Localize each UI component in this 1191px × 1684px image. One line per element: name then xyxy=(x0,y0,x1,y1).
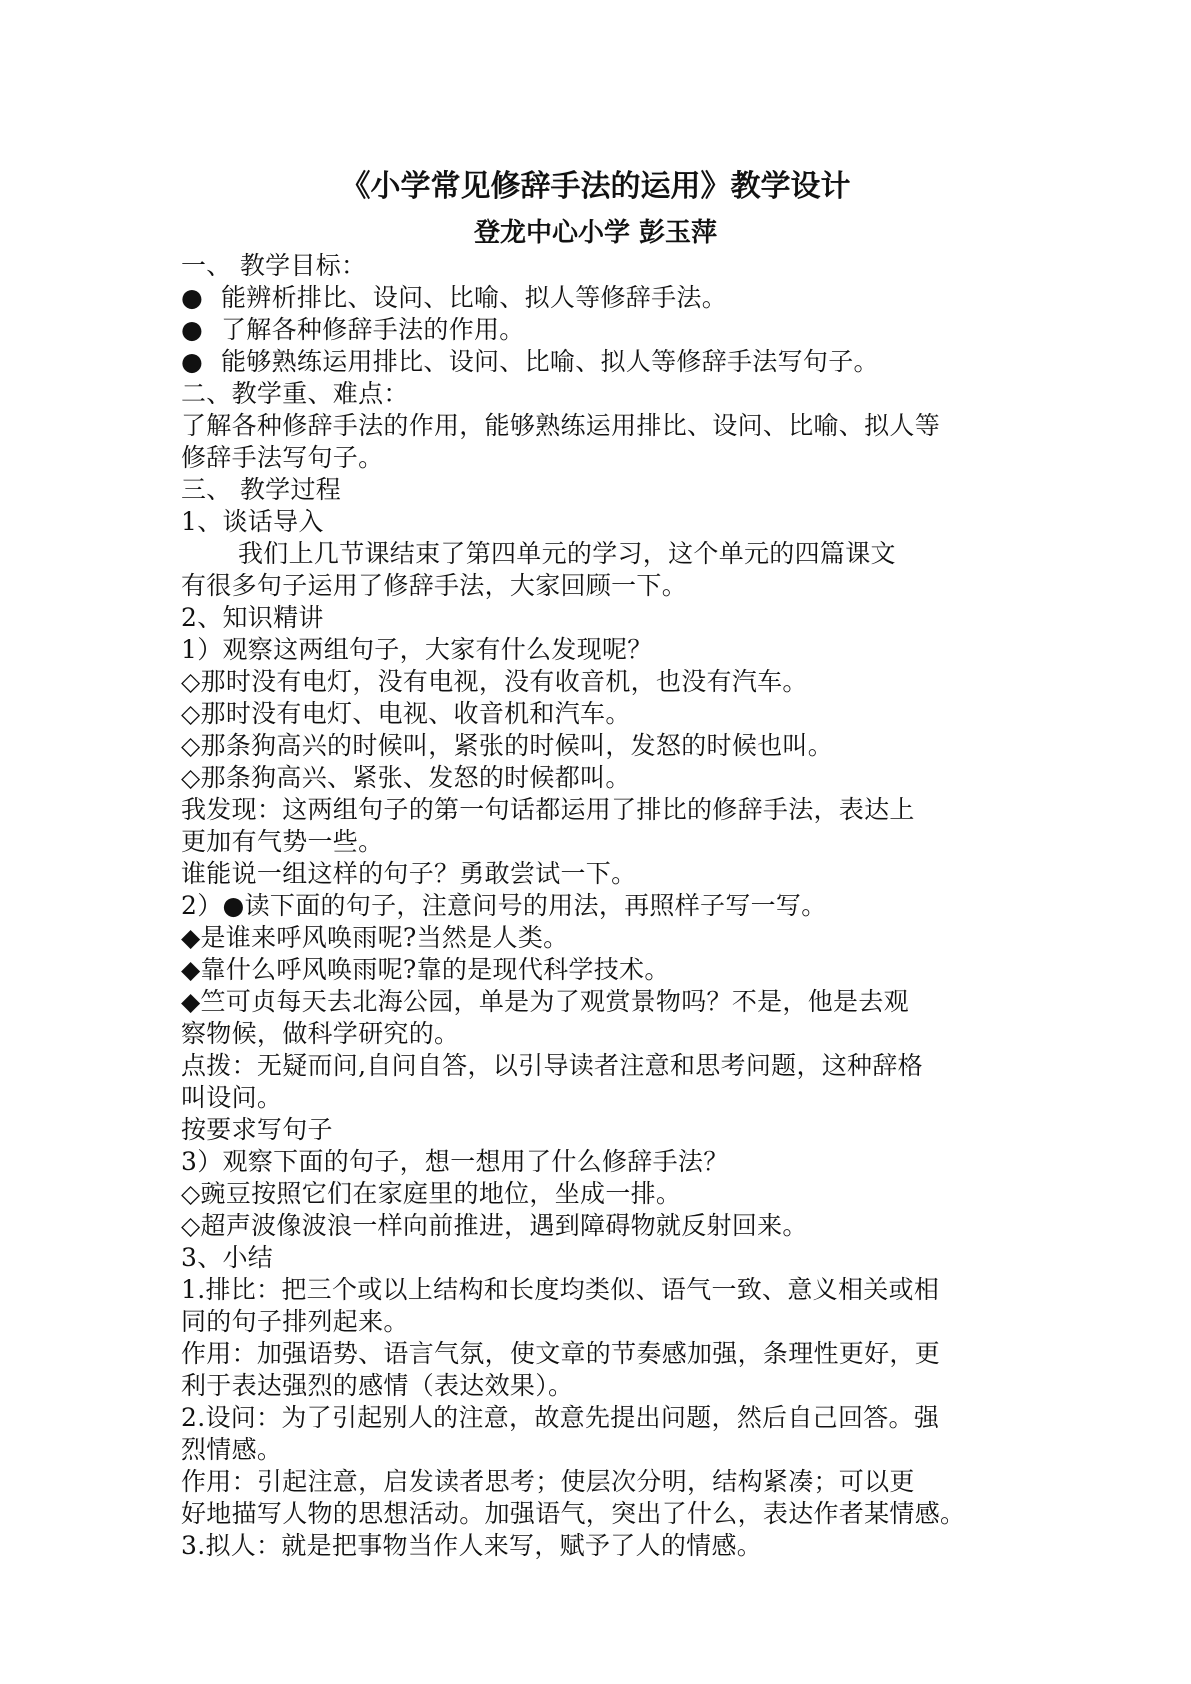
bullet-icon: ● xyxy=(181,315,204,344)
line-text: 1、谈话导入 xyxy=(181,507,324,536)
line-text: 察物候，做科学研究的。 xyxy=(181,1019,460,1048)
line-text: 作用：引起注意，启发读者思考；使层次分明，结构紧凑；可以更 xyxy=(181,1467,915,1496)
text-line xyxy=(181,1178,1041,1210)
line-text: ◇豌豆按照它们在家庭里的地位，坐成一排。 xyxy=(181,1179,682,1208)
line-text: 了解各种修辞手法的作用，能够熟练运用排比、设问、比喻、拟人等 xyxy=(181,411,941,440)
text-line xyxy=(181,1402,1041,1434)
line-text: 能辨析排比、设问、比喻、拟人等修辞手法。 xyxy=(221,283,728,312)
text-line xyxy=(181,378,1041,410)
line-text: 作用：加强语势、语言气氛，使文章的节奏感加强，条理性更好，更 xyxy=(181,1339,941,1368)
text-line xyxy=(181,1434,1041,1466)
line-text: 能够熟练运用排比、设问、比喻、拟人等修辞手法写句子。 xyxy=(221,347,879,376)
line-text: 3）观察下面的句子，想一想用了什么修辞手法？ xyxy=(181,1147,729,1176)
line-text: 三、 教学过程 xyxy=(181,475,342,504)
text-line xyxy=(181,1306,1041,1338)
text-line xyxy=(181,538,1041,570)
text-line xyxy=(181,1242,1041,1274)
text-line xyxy=(181,410,1041,442)
line-text: ◇那时没有电灯、电视、收音机和汽车。 xyxy=(181,699,631,728)
text-line xyxy=(181,794,1041,826)
text-line xyxy=(181,922,1041,954)
text-line xyxy=(181,634,1041,666)
line-text: ◇那条狗高兴的时候叫，紧张的时候叫，发怒的时候也叫。 xyxy=(181,731,834,760)
text-line xyxy=(181,986,1041,1018)
line-text: 好地描写人物的思想活动。加强语气，突出了什么，表达作者某情感。 xyxy=(181,1499,966,1528)
text-line xyxy=(181,1274,1041,1306)
text-line xyxy=(181,1114,1041,1146)
line-text: 修辞手法写句子。 xyxy=(181,443,384,472)
text-line xyxy=(181,1082,1041,1114)
line-text: 按要求写句子 xyxy=(181,1115,333,1144)
text-line xyxy=(181,1370,1041,1402)
text-line xyxy=(181,474,1041,506)
text-line xyxy=(181,890,1041,922)
text-line xyxy=(181,954,1041,986)
text-line xyxy=(181,346,1041,378)
text-line xyxy=(181,730,1041,762)
text-line xyxy=(181,826,1041,858)
line-text: 利于表达强烈的感情（表达效果）。 xyxy=(181,1371,574,1400)
text-line xyxy=(181,282,1041,314)
line-text: 同的句子排列起来。 xyxy=(181,1307,409,1336)
text-line xyxy=(181,666,1041,698)
line-text: 2、知识精讲 xyxy=(181,603,324,632)
text-line xyxy=(181,1530,1041,1562)
line-text: ◆竺可贞每天去北海公园，单是为了观赏景物吗？不是，他是去观 xyxy=(181,987,909,1016)
line-text: 叫设问。 xyxy=(181,1083,283,1112)
line-text: 1）观察这两组句子，大家有什么发现呢？ xyxy=(181,635,653,664)
line-text: ◆靠什么呼风唤雨呢?靠的是现代科学技术。 xyxy=(181,955,670,984)
line-text: 3、小结 xyxy=(181,1243,274,1272)
line-text: 谁能说一组这样的句子？勇敢尝试一下。 xyxy=(181,859,637,888)
text-line xyxy=(181,1498,1041,1530)
line-text: 二、教学重、难点： xyxy=(181,379,409,408)
document-title: 《小学常见修辞手法的运用》教学设计 xyxy=(340,169,851,204)
text-line xyxy=(181,250,1041,282)
text-line xyxy=(181,602,1041,634)
text-line xyxy=(181,506,1041,538)
text-line xyxy=(181,442,1041,474)
line-text: ◇那条狗高兴、紧张、发怒的时候都叫。 xyxy=(181,763,631,792)
line-text: 更加有气势一些。 xyxy=(181,827,384,856)
line-text: 一、 教学目标： xyxy=(181,251,367,280)
document-author: 登龙中心小学 彭玉萍 xyxy=(473,218,718,248)
text-line xyxy=(181,570,1041,602)
line-text: 了解各种修辞手法的作用。 xyxy=(221,315,525,344)
line-text: ◇那时没有电灯，没有电视，没有收音机，也没有汽车。 xyxy=(181,667,808,696)
line-text: 有很多句子运用了修辞手法，大家回顾一下。 xyxy=(181,571,688,600)
line-text: 2.设问：为了引起别人的注意，故意先提出问题，然后自己回答。强 xyxy=(181,1403,940,1432)
text-line xyxy=(181,1050,1041,1082)
text-line xyxy=(181,762,1041,794)
line-text: ◆是谁来呼风唤雨呢?当然是人类。 xyxy=(181,923,569,952)
line-text: ◇超声波像波浪一样向前推进，遇到障碍物就反射回来。 xyxy=(181,1211,808,1240)
line-text: 点拨：无疑而问,自问自答，以引导读者注意和思考问题，这种辞格 xyxy=(181,1051,923,1080)
line-text: 我们上几节课结束了第四单元的学习，这个单元的四篇课文 xyxy=(238,539,896,568)
line-text: 烈情感。 xyxy=(181,1435,283,1464)
bullet-icon: ● xyxy=(181,347,204,376)
bullet-icon: ● xyxy=(181,283,204,312)
text-line xyxy=(181,858,1041,890)
text-line xyxy=(181,1210,1041,1242)
text-line xyxy=(181,1018,1041,1050)
document-body xyxy=(181,250,1041,1562)
text-line xyxy=(181,1146,1041,1178)
line-text: 2）●读下面的句子，注意问号的用法，再照样子写一写。 xyxy=(181,891,827,920)
text-line xyxy=(181,1466,1041,1498)
line-text: 1.排比：把三个或以上结构和长度均类似、语气一致、意义相关或相 xyxy=(181,1275,940,1304)
line-text: 3.拟人：就是把事物当作人来写，赋予了人的情感。 xyxy=(181,1531,763,1560)
text-line xyxy=(181,314,1041,346)
text-line xyxy=(181,1338,1041,1370)
line-text: 我发现：这两组句子的第一句话都运用了排比的修辞手法，表达上 xyxy=(181,795,915,824)
text-line xyxy=(181,698,1041,730)
